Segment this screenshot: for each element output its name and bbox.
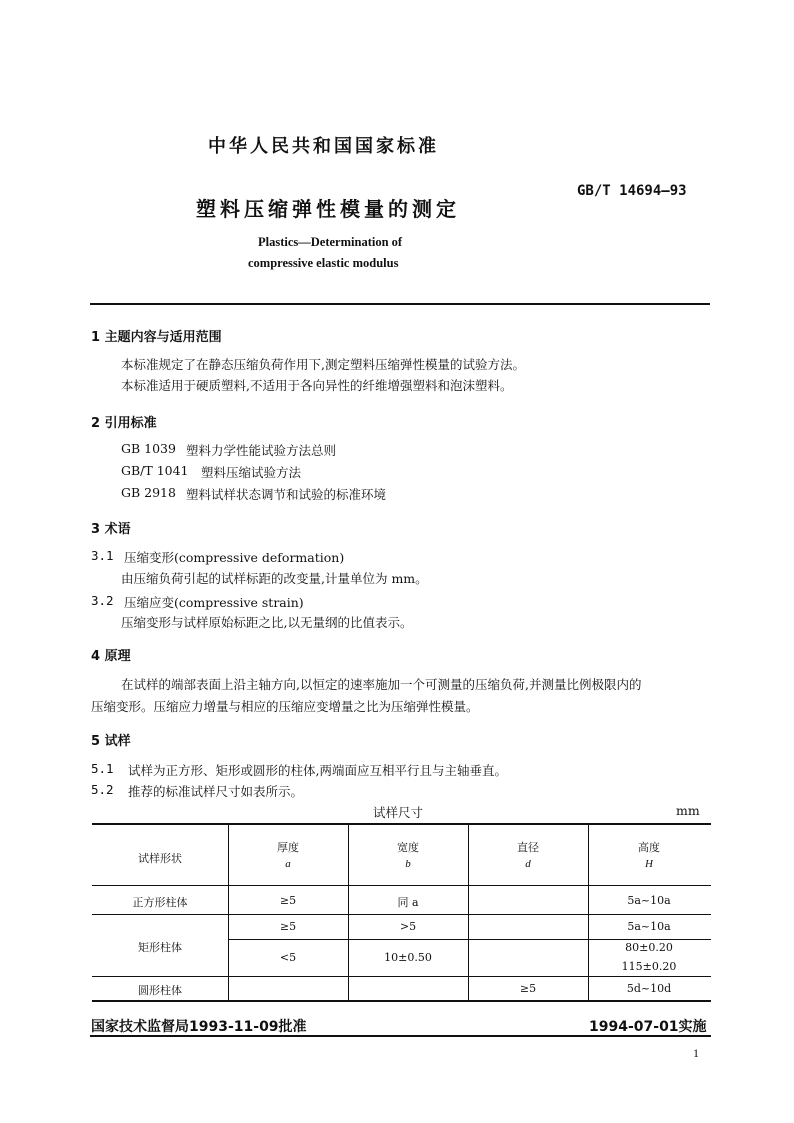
english-title-line2: compressive elastic modulus [248, 256, 399, 270]
term-1-name: 压缩变形(compressive deformation) [124, 550, 345, 565]
approval-line: 国家技术监督局1993-11-09批准 [91, 1019, 307, 1035]
term-2-definition: 压缩变形与试样原始标距之比,以无量纲的比值表示。 [121, 615, 413, 630]
page-number: 1 [693, 1046, 699, 1060]
table-row-rule [92, 976, 711, 977]
term-1-definition: 由压缩负荷引起的试样标距的改变量,计量单位为 mm。 [121, 571, 428, 586]
ref-code-2: GB/T 1041 [121, 463, 189, 478]
section-1-heading: 1 主题内容与适用范围 [91, 330, 222, 345]
section-4-paragraph-1: 在试样的端部表面上沿主轴方向,以恒定的速率施加一个可测量的压缩负荷,并测量比例极限内的 [121, 677, 642, 692]
table-column-rule [228, 824, 229, 1001]
table-header-rule [92, 885, 711, 886]
term-2-number: 3.2 [91, 593, 114, 608]
term-2-name: 压缩应变(compressive strain) [124, 595, 304, 610]
section-1-paragraph-1: 本标准规定了在静态压缩负荷作用下,测定塑料压缩弹性模量的试验方法。 [121, 357, 525, 372]
table-column-rule [348, 824, 349, 1001]
section-1-paragraph-2: 本标准适用于硬质塑料,不适用于各向异性的纤维增强塑料和泡沫塑料。 [121, 378, 513, 393]
section-4-paragraph-2: 压缩变形。压缩应力增量与相应的压缩应变增量之比为压缩弹性模量。 [91, 699, 479, 714]
footer-divider [90, 1035, 711, 1037]
header-divider [90, 303, 710, 305]
table-row-rule [92, 914, 711, 915]
section-5-heading: 5 试样 [91, 734, 131, 749]
table-unit: mm [676, 803, 700, 818]
table-bottom-rule [92, 1000, 711, 1002]
english-title-line1: Plastics—Determination of [258, 235, 403, 249]
item-5-1-text: 试样为正方形、矩形或圆形的柱体,两端面应互相平行且与主轴垂直。 [128, 763, 507, 778]
implementation-line: 1994-07-01实施 [589, 1019, 707, 1035]
table-row-rule [228, 939, 711, 940]
ref-code-1: GB 1039 [121, 441, 176, 456]
document-title: 塑料压缩弹性模量的测定 [196, 197, 460, 221]
table-column-rule [588, 824, 589, 1001]
ref-title-2: 塑料压缩试验方法 [201, 465, 302, 480]
ref-title-1: 塑料力学性能试验方法总则 [186, 443, 337, 458]
section-3-heading: 3 术语 [91, 522, 131, 537]
item-5-2-text: 推荐的标准试样尺寸如表所示。 [128, 784, 304, 799]
table-caption: 试样尺寸 [373, 805, 424, 820]
section-4-heading: 4 原理 [91, 649, 131, 664]
item-5-1-number: 5.1 [91, 761, 114, 776]
ref-code-3: GB 2918 [121, 485, 176, 500]
table-top-rule [92, 823, 711, 825]
table-column-rule [468, 824, 469, 1001]
section-2-heading: 2 引用标准 [91, 416, 157, 431]
ref-title-3: 塑料试样状态调节和试验的标准环境 [186, 487, 387, 502]
national-standard-title: 中华人民共和国国家标准 [208, 136, 439, 157]
standard-code: GB/T 14694—93 [577, 183, 687, 199]
item-5-2-number: 5.2 [91, 782, 114, 797]
term-1-number: 3.1 [91, 548, 114, 563]
